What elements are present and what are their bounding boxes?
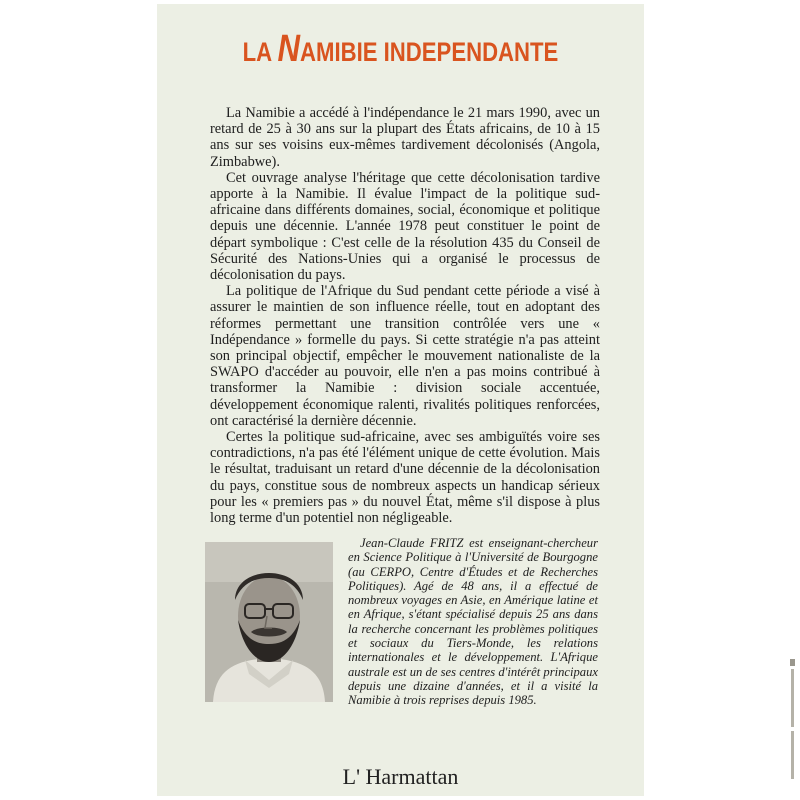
blurb-paragraph: La politique de l'Afrique du Sud pendant cette période a visé à assurer le maintien de son influence réelle, tout en adoptant des réformes permettant une transition contrôlée vers une « Indépendance » formelle du pays. Si cette stratégie n'a pas atteint son principal objectif, empêcher le mouvement nationaliste de la SWAPO d'accéder au pouvoir, elle n'en a pas moins contribué à transformer la Namibie : division sociale accentuée, développement économique ralenti, rivalités politiques renforcées, ont caractérisé la dernière décennie. — [210, 283, 600, 429]
spine-margin-decoration — [788, 659, 797, 781]
title-initial: N — [277, 28, 301, 70]
blurb-paragraph: Certes la politique sud-africaine, avec ses ambiguïtés voire ses contradictions, n'a pas été l'élément unique de cette évolution. Mais le résultat, traduisant un retard d'une décennie de la décolonisation du pays, constitue sous de nombreux aspects un handicap sérieux pour les « premiers pas » du nouvel État, même s'il dispose à plus long terme d'un potentiel non négligeable. — [210, 429, 600, 527]
spine-marks-image — [788, 659, 797, 781]
blurb-paragraph: Cet ouvrage analyse l'héritage que cette décolonisation tardive apporte à la Namibie. Il évalue l'impact de la politique sud-africaine dans différents domaines, social, économique et politique depuis une décennie. L'année 1978 peut constituer le point de départ symbolique : C'est celle de la résolution 435 du Conseil de Sécurité des Nations-Unies qui a organisé le processus de décolonisation du pays. — [210, 169, 600, 284]
book-back-cover — [157, 4, 644, 796]
blurb-paragraph: La Namibie a accédé à l'indépendance le 21 mars 1990, avec un retard de 25 à 30 ans sur la plupart des États africains, de 10 à 15 ans sur ses voisins eux-mêmes tardivement décolonisés (Angola, Zimbabwe). — [210, 105, 600, 170]
blurb — [210, 105, 600, 526]
title-rest: AMIBIE INDEPENDANTE — [300, 37, 559, 67]
author-bio-text: Jean-Claude FRITZ est enseignant-chercheur en Science Politique à l'Université de Bourgogne (au CERPO, Centre d'Études et de Recherches Politiques). Agé de 48 ans, il a effectué de nombreux voyages en Asie, en Amérique latine et en Afrique, s'étant spécialisé depuis 25 ans dans la recherche concernant les problèmes politiques et sociaux du Tiers-Monde, les relations internationales et le développement. L'Afrique australe est un de ses centres d'intérêt principaux depuis une dizaine d'années, et il a visité la Namibie à trois reprises depuis 1985. — [348, 536, 598, 708]
publisher-name: L' Harmattan — [342, 764, 459, 789]
book-title — [201, 30, 600, 68]
author-portrait-image — [205, 542, 333, 702]
author-bio — [348, 536, 598, 708]
author-photo — [205, 542, 333, 702]
title-prefix: LA — [242, 37, 278, 67]
